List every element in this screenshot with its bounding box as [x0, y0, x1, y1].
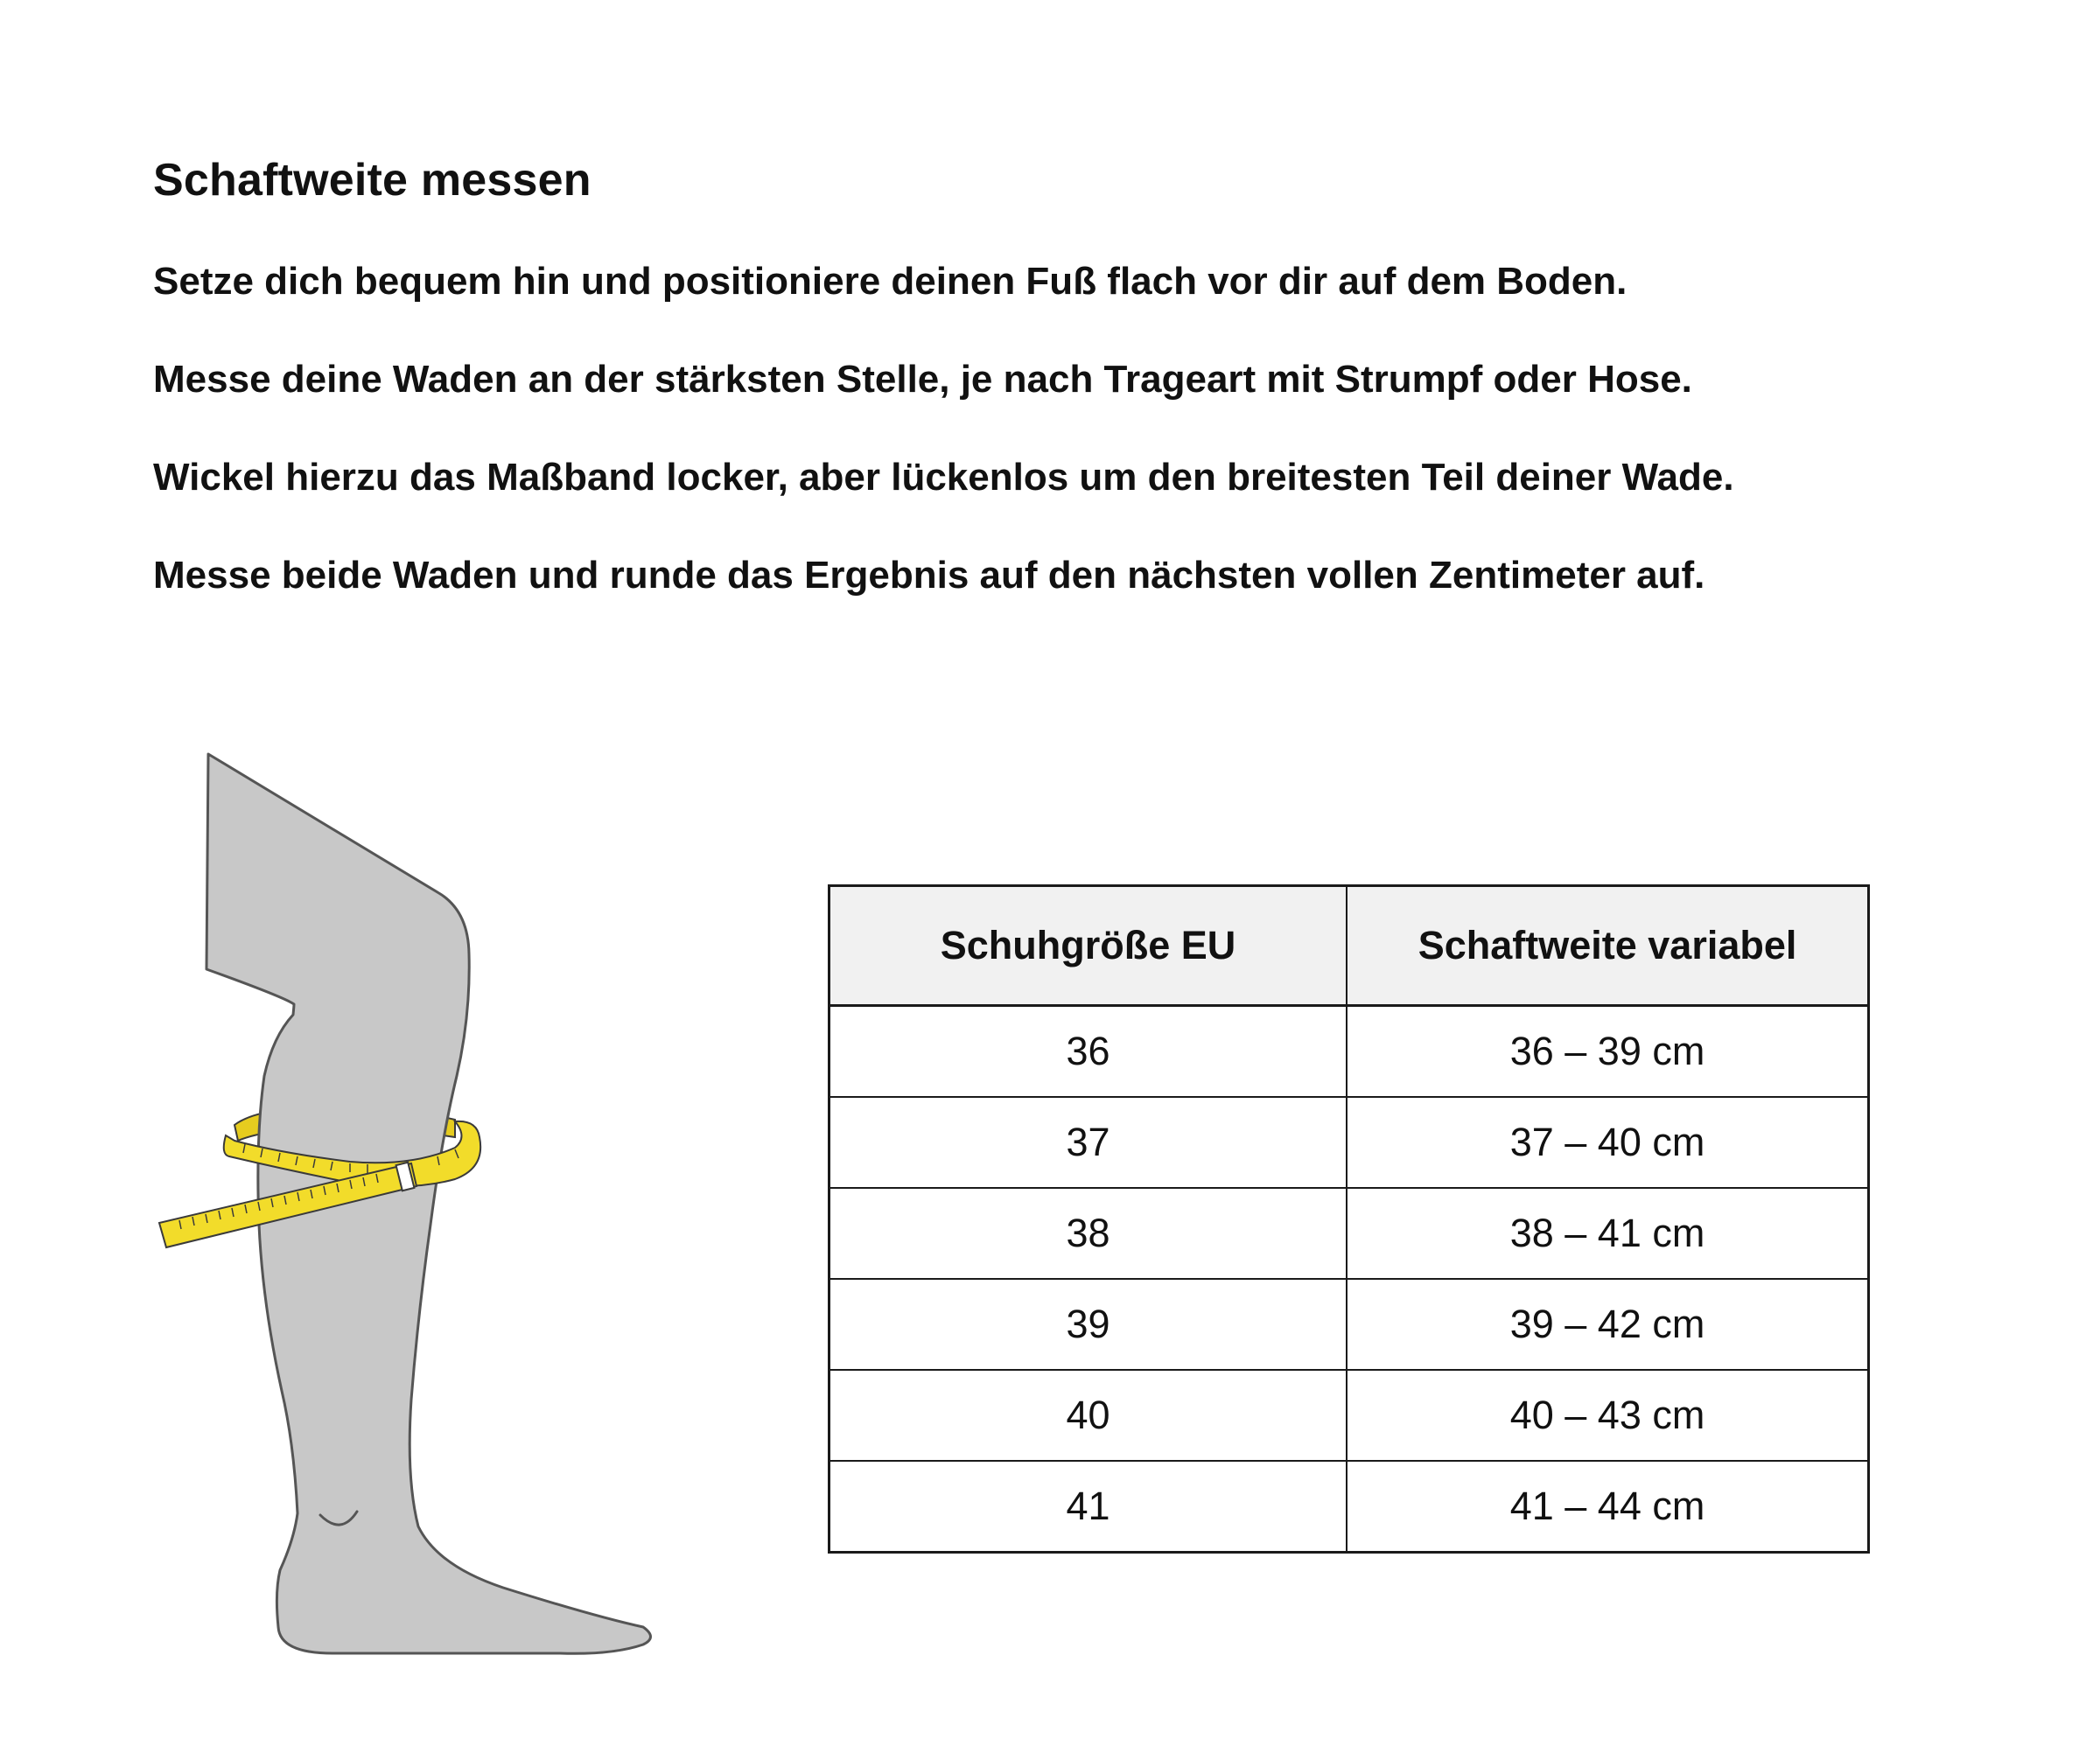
- table-header-row: [830, 886, 1869, 1006]
- instruction-step-1: Setze dich bequem hin und positioniere deinen Fuß flach vor dir auf dem Boden.: [153, 260, 1628, 303]
- cell-shaft-width: 37 – 40 cm: [1347, 1097, 1868, 1188]
- cell-shaft-width: 39 – 42 cm: [1347, 1279, 1868, 1370]
- table-row: [830, 1097, 1869, 1188]
- cell-shoe-size: 40: [830, 1370, 1348, 1461]
- instruction-list: [153, 259, 1734, 651]
- table-row: [830, 1188, 1869, 1279]
- size-table: [828, 884, 1870, 1554]
- cell-shoe-size: 38: [830, 1188, 1348, 1279]
- cell-shaft-width: 36 – 39 cm: [1347, 1006, 1868, 1098]
- header-shaft-width: Schaftweite variabel: [1347, 886, 1868, 1006]
- instruction-step-3: Wickel hierzu das Maßband locker, aber lückenlos um den breitesten Teil deiner Wade.: [153, 456, 1734, 499]
- table-row: [830, 1370, 1869, 1461]
- cell-shoe-size: 41: [830, 1461, 1348, 1553]
- table-row: [830, 1006, 1869, 1098]
- page-title: Schaftweite messen: [153, 155, 592, 206]
- cell-shoe-size: 36: [830, 1006, 1348, 1098]
- header-shoe-size: Schuhgröße EU: [830, 886, 1348, 1006]
- table-row: [830, 1279, 1869, 1370]
- cell-shoe-size: 39: [830, 1279, 1348, 1370]
- table-row: [830, 1461, 1869, 1553]
- cell-shaft-width: 41 – 44 cm: [1347, 1461, 1868, 1553]
- leg-with-measuring-tape-icon: [140, 739, 682, 1666]
- cell-shoe-size: 37: [830, 1097, 1348, 1188]
- cell-shaft-width: 40 – 43 cm: [1347, 1370, 1868, 1461]
- cell-shaft-width: 38 – 41 cm: [1347, 1188, 1868, 1279]
- instruction-step-4: Messe beide Waden und runde das Ergebnis auf den nächsten vollen Zentimeter auf.: [153, 554, 1705, 597]
- instruction-step-2: Messe deine Waden an der stärksten Stelle, je nach Trageart mit Strumpf oder Hose.: [153, 358, 1692, 401]
